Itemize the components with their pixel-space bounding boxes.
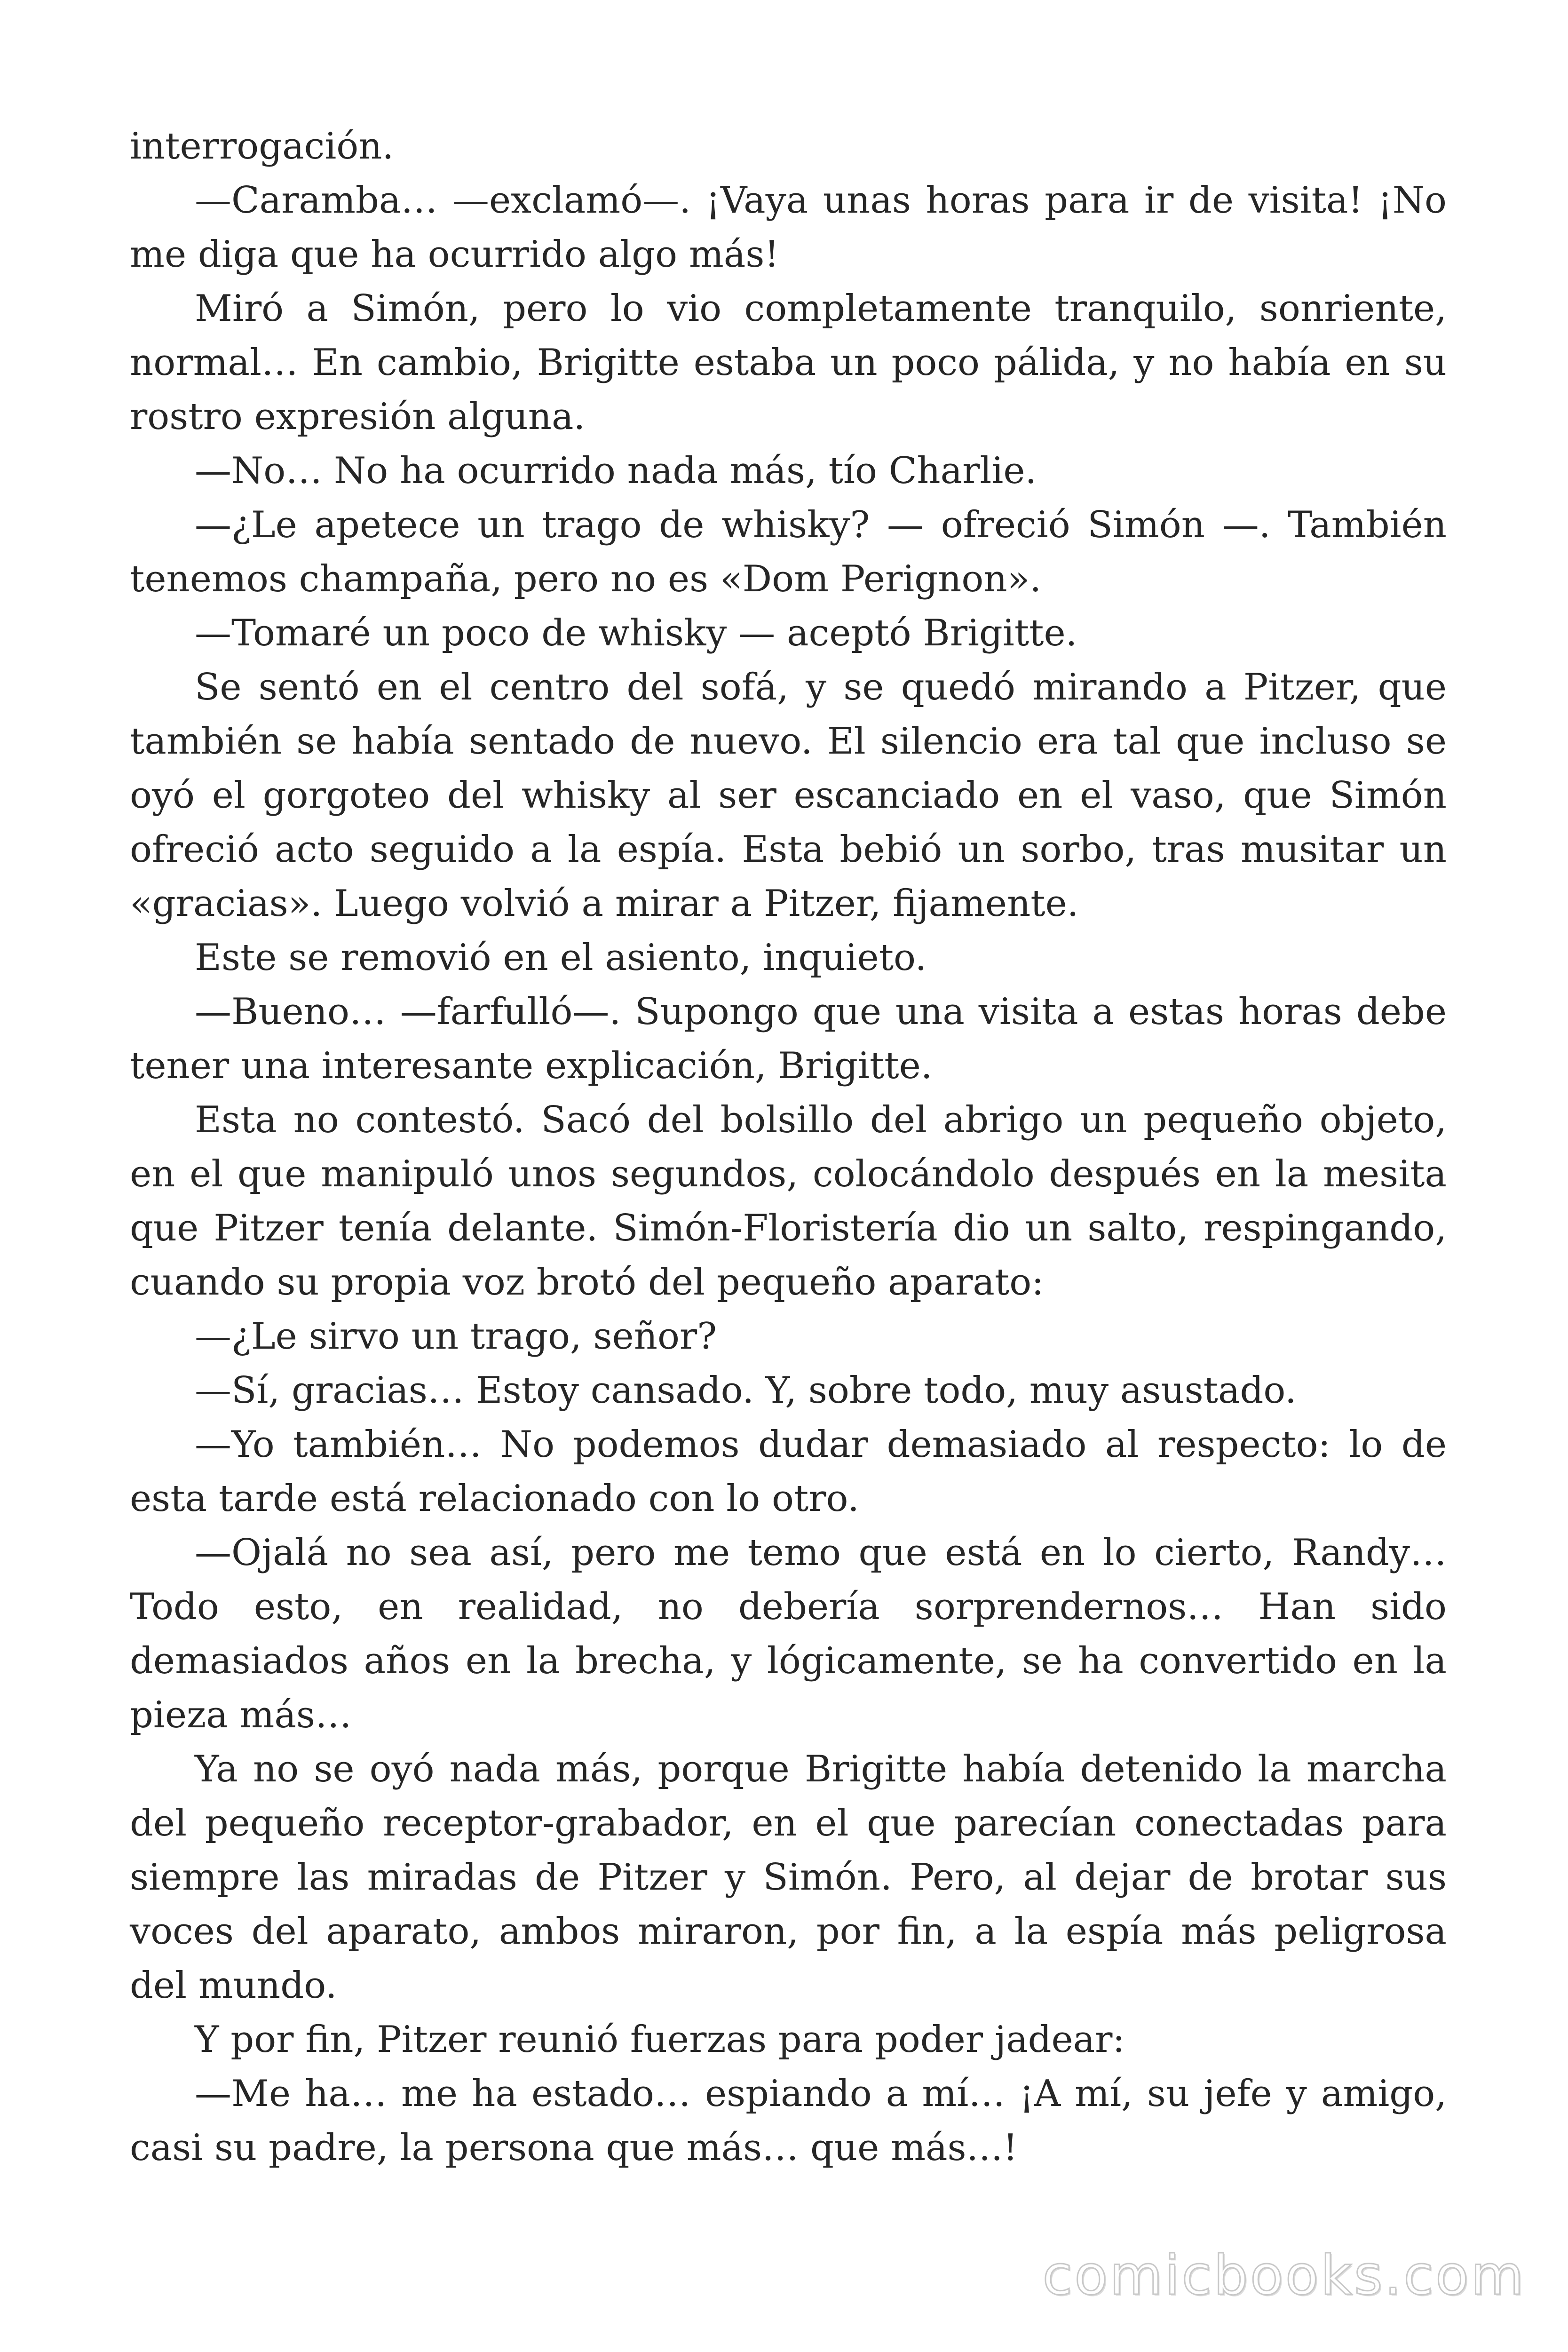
paragraph-4: —No… No ha ocurrido nada más, tío Charlie. [195, 450, 1037, 492]
paragraph-9: —Bueno… —farfulló—. Supongo que una visita a estas horas debe tener una interesante explicación, Brigitte. [130, 991, 1447, 1087]
paragraph-16: Y por fin, Pitzer reunió fuerzas para poder jadear: [195, 2018, 1125, 2061]
paragraph-8: Este se removió en el asiento, inquieto. [195, 937, 927, 979]
paragraph-5: —¿Le apetece un trago de whisky? — ofreció Simón —. También tenemos champaña, pero no es «Dom Perignon». [130, 504, 1447, 600]
watermark: comicbooks.com [1042, 2244, 1526, 2307]
book-page-text [130, 119, 1447, 2175]
paragraph-17: —Me ha… me ha estado… espiando a mí… ¡A mí, su jefe y amigo, casi su padre, la persona que más… que más…! [130, 2073, 1447, 2169]
paragraph-13: —Yo también… No podemos dudar demasiado al respecto: lo de esta tarde está relacionado con lo otro. [130, 1423, 1447, 1520]
paragraph-10: Esta no contestó. Sacó del bolsillo del abrigo un pequeño objeto, en el que manipuló unos segundos, colocándolo después en la mesita que Pitzer tenía delante. Simón-Floristería dio un salto, respingando, cuando su propia voz brotó del pequeño aparato: [130, 1099, 1447, 1303]
paragraph-15: Ya no se oyó nada más, porque Brigitte había detenido la marcha del pequeño receptor-grabador, en el que parecían conectadas para siempre las miradas de Pitzer y Simón. Pero, al dejar de brotar sus voces del aparato, ambos miraron, por fin, a la espía más peligrosa del mundo. [130, 1748, 1447, 2007]
paragraph-3: Miró a Simón, pero lo vio completamente tranquilo, sonriente, normal… En cambio, Brigitte estaba un poco pálida, y no había en su rostro expresión alguna. [130, 287, 1447, 438]
paragraph-6: —Tomaré un poco de whisky — aceptó Brigitte. [195, 612, 1077, 654]
paragraph-7: Se sentó en el centro del sofá, y se quedó mirando a Pitzer, que también se había sentado de nuevo. El silencio era tal que incluso se oyó el gorgoteo del whisky al ser escanciado en el vaso, que Simón ofreció acto seguido a la espía. Esta bebió un sorbo, tras musitar un «gracias». Luego volvió a mirar a Pitzer, fijamente. [130, 666, 1447, 925]
paragraph-12: —Sí, gracias… Estoy cansado. Y, sobre todo, muy asustado. [195, 1369, 1297, 1412]
paragraph-11: —¿Le sirvo un trago, señor? [195, 1315, 717, 1358]
paragraph-2: —Caramba… —exclamó—. ¡Vaya unas horas para ir de visita! ¡No me diga que ha ocurrido algo más! [130, 179, 1447, 276]
paragraph-1: interrogación. [130, 125, 394, 167]
paragraph-14: —Ojalá no sea así, pero me temo que está en lo cierto, Randy… Todo esto, en realidad, no debería sorprendernos… Han sido demasiados años en la brecha, y lógicamente, se ha convertido en la pieza más… [130, 1532, 1447, 1736]
